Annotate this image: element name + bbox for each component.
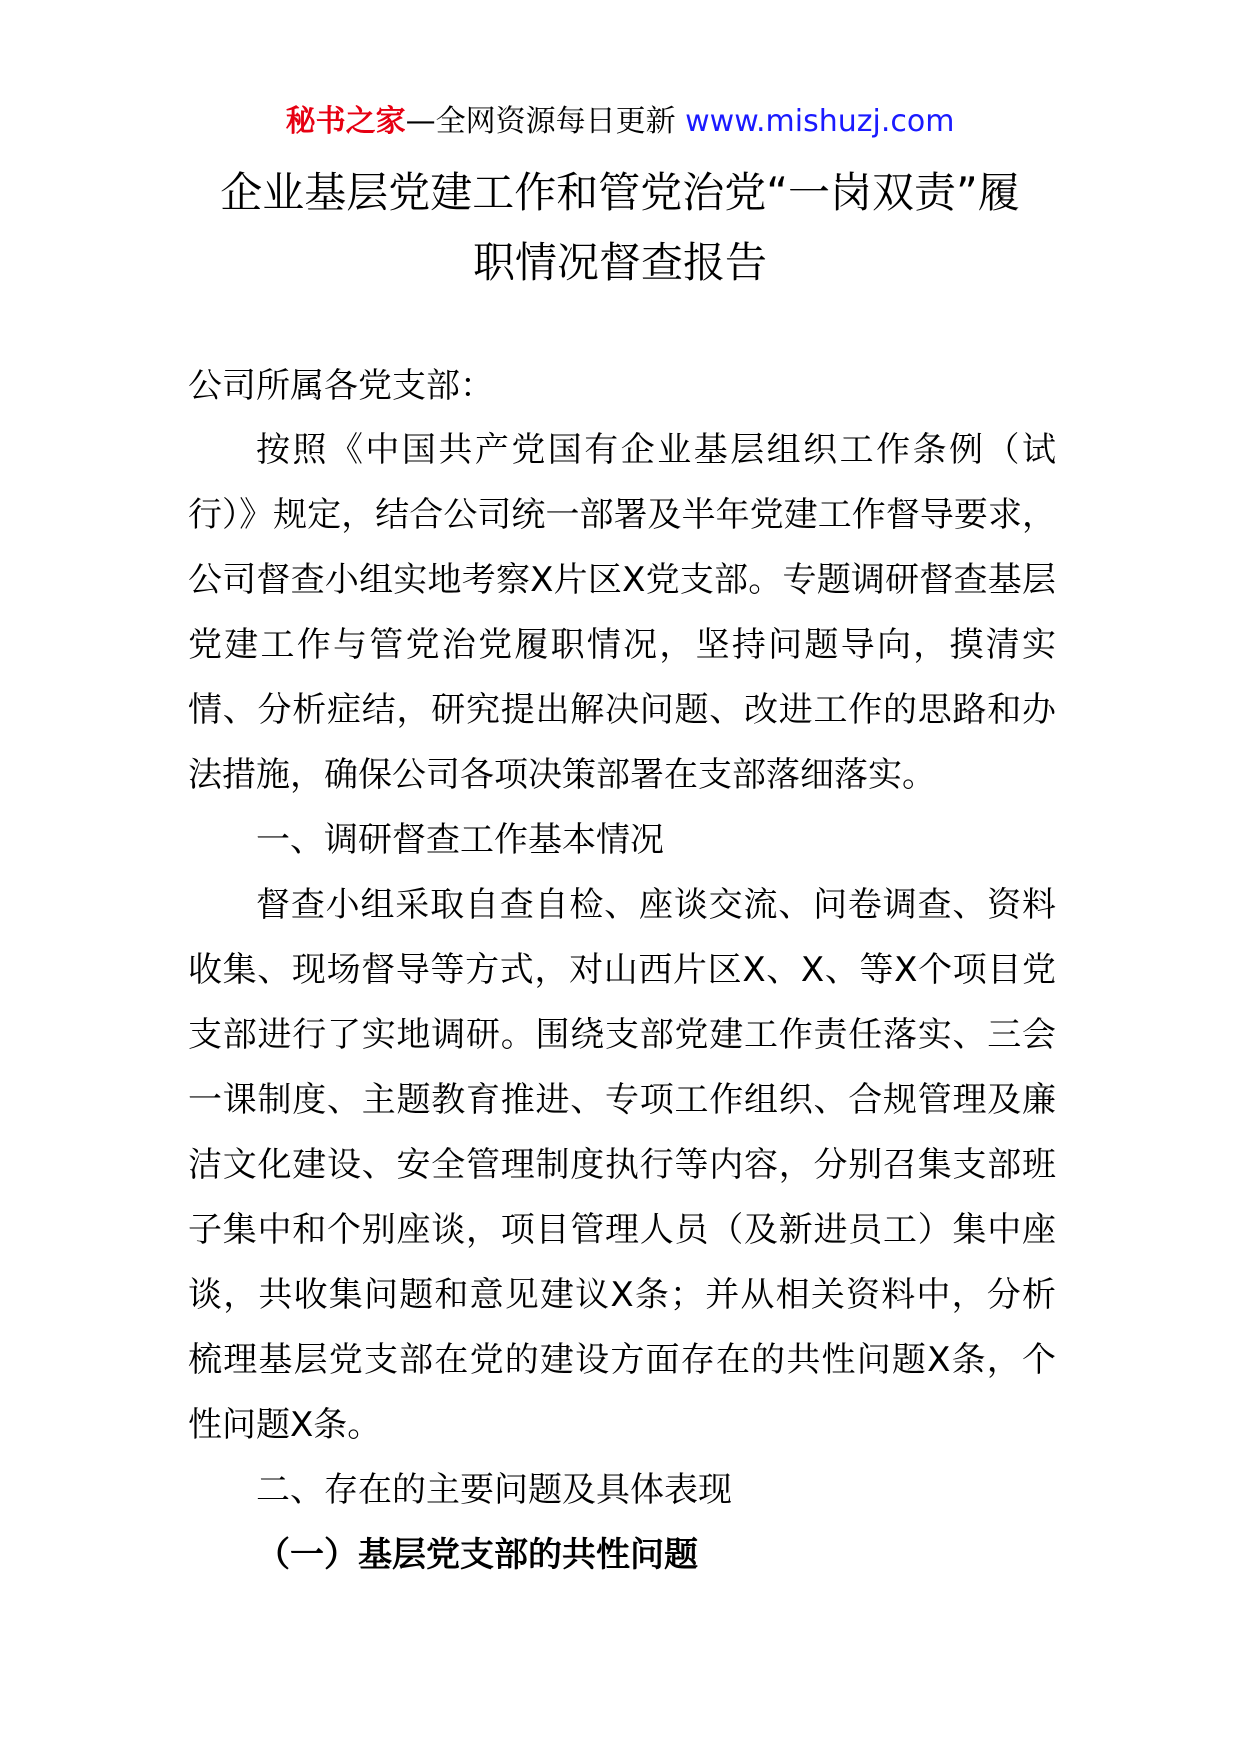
header-slogan: —全网资源每日更新 <box>405 104 686 139</box>
paragraph-basic-situation: 督查小组采取自查自检、座谈交流、问卷调查、资料收集、现场督导等方式，对山西片区X、X、等X个项目党支部进行了实地调研。围绕支部党建工作责任落实、三会一课制度、主题教育推进、专项工作组织、合规管理及廉洁文化建设、安全管理制度执行等内容，分别召集支部班子集中和个别座谈，项目管理人员（及新进员工）集中座谈，共收集问题和意见建议X条；并从相关资料中，分析梳理基层党支部在党的建设方面存在的共性问题X条，个性问题X条。 <box>188 885 1056 1445</box>
title-line-2: 职情况督查报告 <box>472 238 767 287</box>
subsection-heading-1: （一）基层党支部的共性问题 <box>256 1535 698 1575</box>
document-body <box>188 418 1056 1588</box>
section-heading-2: 二、存在的主要问题及具体表现 <box>256 1470 732 1510</box>
section-heading-1: 一、调研督查工作基本情况 <box>256 820 664 860</box>
site-header <box>0 100 1240 144</box>
brand-name: 秘书之家 <box>285 104 406 139</box>
title-line-1: 企业基层党建工作和管党治党“一岗双责”履 <box>220 168 1020 217</box>
website-link[interactable]: www.mishuzj.com <box>685 104 955 139</box>
paragraph-intro: 按照《中国共产党国有企业基层组织工作条例（试行）》规定，结合公司统一部署及半年党建工作督导要求，公司督查小组实地考察X片区X党支部。专题调研督查基层党建工作与管党治党履职情况，坚持问题导向，摸清实情、分析症结，研究提出解决问题、改进工作的思路和办法措施，确保公司各项决策部署在支部落细落实。 <box>188 430 1056 795</box>
document-title <box>180 158 1060 298</box>
salutation: 公司所属各党支部： <box>188 366 494 406</box>
